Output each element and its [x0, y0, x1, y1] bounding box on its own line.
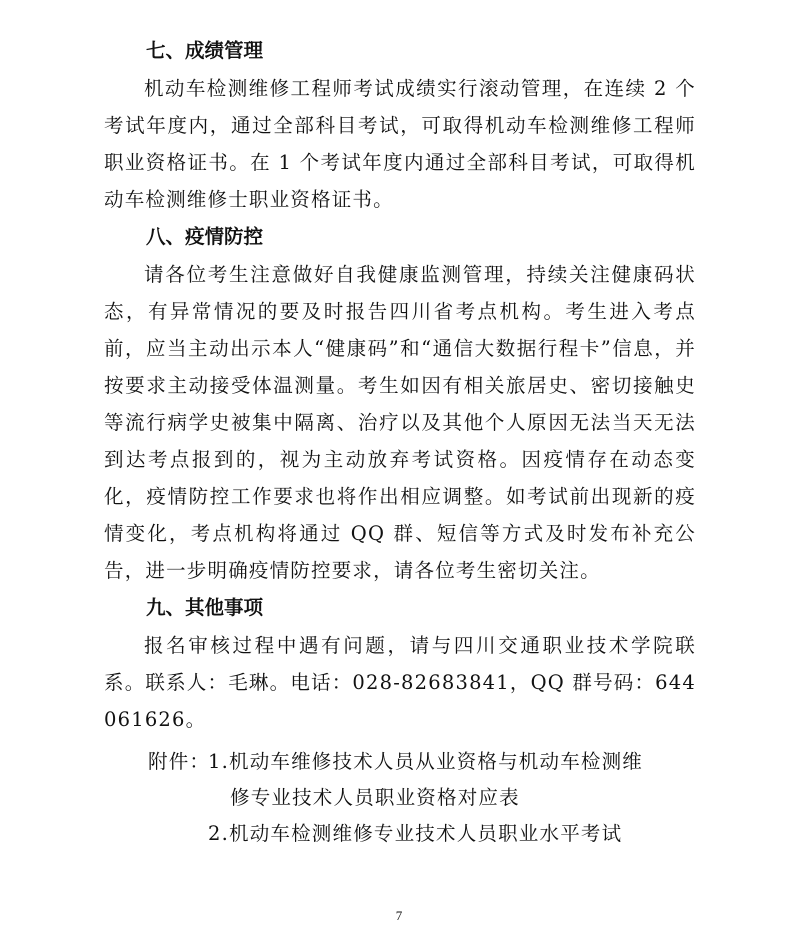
- paragraph-text: 机动车检测维修工程师考试成绩实行滚动管理，在连续 2 个考试年度内，通过全部科目考试，可取得机动车检测维修工程师职业资格证书。在 1 个考试年度内通过全部科目考试，可取得机动车检测维修士职业资格证书。: [104, 77, 696, 211]
- section-paragraph: [104, 70, 696, 218]
- attachment-row: [148, 744, 708, 780]
- section-paragraph: [104, 627, 696, 738]
- section-score-management: [104, 32, 696, 218]
- attachment-row: [148, 816, 708, 852]
- paragraph-text: 请各位考生注意做好自我健康监测管理，持续关注健康码状态，有异常情况的要及时报告四川省考点机构。考生进入考点前，应当主动出示本人“健康码”和“通信大数据行程卡”信息，并按要求主动接受体温测量。考生如因有相关旅居史、密切接触史等流行病学史被集中隔离、治疗以及其他个人原因无法当天无法到达考点报到的，视为主动放弃考试资格。因疫情存在动态变化，疫情防控工作要求也将作出相应调整。如考试前出现新的疫情变化，考点机构将通过 QQ 群、短信等方式及时发布补充公告，进一步明确疫情防控要求，请各位考生密切关注。: [104, 263, 696, 582]
- section-epidemic-control: [104, 218, 696, 589]
- attachments-label: 附件：: [148, 750, 211, 773]
- section-paragraph: [104, 256, 696, 589]
- paragraph-text: 报名审核过程中遇有问题，请与四川交通职业技术学院联系。联系人：毛琳。电话：028-82683841，QQ 群号码：644061626。: [104, 634, 696, 731]
- section-heading: 八、疫情防控: [146, 225, 264, 248]
- attachment-row: [148, 780, 708, 816]
- attachment-item-1: 1.机动车维修技术人员从业资格与机动车检测维: [208, 750, 644, 773]
- attachment-item-1-continued: 修专业技术人员职业资格对应表: [230, 786, 520, 809]
- attachment-item-2: 2.机动车检测维修专业技术人员职业水平考试: [208, 822, 623, 845]
- page-number: 7: [395, 908, 403, 923]
- section-heading: 七、成绩管理: [146, 39, 264, 62]
- section-other-matters: [104, 589, 696, 738]
- section-heading: 九、其他事项: [146, 596, 264, 619]
- attachments-block: [148, 744, 708, 852]
- document-body: [104, 32, 696, 738]
